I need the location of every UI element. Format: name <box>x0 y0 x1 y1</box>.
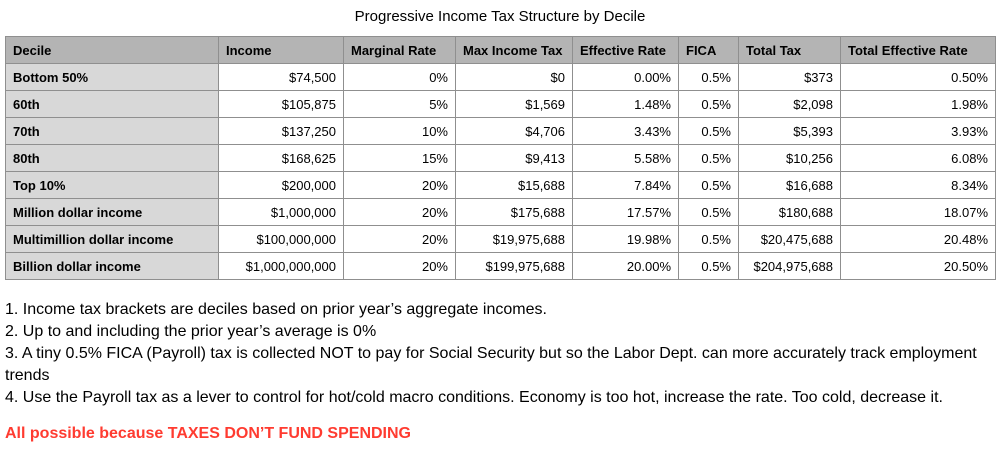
footer-statement: All possible because TAXES DON’T FUND SPENDING <box>5 425 411 442</box>
row-label-cell: 60th <box>6 91 219 118</box>
value-cell: 7.84% <box>573 172 679 199</box>
row-label-cell: Top 10% <box>6 172 219 199</box>
table-row <box>6 253 996 280</box>
value-cell: $20,475,688 <box>739 226 841 253</box>
value-cell: 0.00% <box>573 64 679 91</box>
value-cell: 1.48% <box>573 91 679 118</box>
note-line: 2. Up to and including the prior year’s average is 0% <box>5 323 377 340</box>
header-row <box>6 37 996 64</box>
note-line: 4. Use the Payroll tax as a lever to control for hot/cold macro conditions. Economy is too hot, increase the rate. Too cold, decrease it. <box>5 389 943 406</box>
value-cell: $137,250 <box>219 118 344 145</box>
table-row <box>6 226 996 253</box>
row-label-cell: Million dollar income <box>6 199 219 226</box>
table-row <box>6 199 996 226</box>
value-cell: 0.5% <box>679 91 739 118</box>
value-cell: $10,256 <box>739 145 841 172</box>
value-cell: $74,500 <box>219 64 344 91</box>
column-header: Decile <box>6 37 219 64</box>
value-cell: $2,098 <box>739 91 841 118</box>
column-header: Max Income Tax <box>456 37 573 64</box>
value-cell: 8.34% <box>841 172 996 199</box>
column-header: Income <box>219 37 344 64</box>
value-cell: $0 <box>456 64 573 91</box>
page-title: Progressive Income Tax Structure by Decile <box>354 8 646 25</box>
value-cell: 0.5% <box>679 253 739 280</box>
value-cell: 0.5% <box>679 172 739 199</box>
value-cell: 0.50% <box>841 64 996 91</box>
value-cell: 20% <box>344 199 456 226</box>
value-cell: 0% <box>344 64 456 91</box>
value-cell: 18.07% <box>841 199 996 226</box>
value-cell: $15,688 <box>456 172 573 199</box>
tax-table <box>5 36 996 280</box>
value-cell: 20.48% <box>841 226 996 253</box>
value-cell: 5.58% <box>573 145 679 172</box>
row-label-cell: Bottom 50% <box>6 64 219 91</box>
value-cell: $1,569 <box>456 91 573 118</box>
value-cell: 20% <box>344 226 456 253</box>
value-cell: 19.98% <box>573 226 679 253</box>
value-cell: $16,688 <box>739 172 841 199</box>
table-row <box>6 64 996 91</box>
value-cell: $9,413 <box>456 145 573 172</box>
value-cell: $19,975,688 <box>456 226 573 253</box>
table-body <box>6 64 996 280</box>
column-header: Total Effective Rate <box>841 37 996 64</box>
column-header: Effective Rate <box>573 37 679 64</box>
value-cell: $4,706 <box>456 118 573 145</box>
column-header: FICA <box>679 37 739 64</box>
row-label-cell: 70th <box>6 118 219 145</box>
value-cell: 1.98% <box>841 91 996 118</box>
value-cell: $373 <box>739 64 841 91</box>
value-cell: 20% <box>344 253 456 280</box>
value-cell: 10% <box>344 118 456 145</box>
value-cell: 5% <box>344 91 456 118</box>
value-cell: 20.00% <box>573 253 679 280</box>
row-label-cell: Multimillion dollar income <box>6 226 219 253</box>
value-cell: $1,000,000,000 <box>219 253 344 280</box>
value-cell: 20.50% <box>841 253 996 280</box>
value-cell: $180,688 <box>739 199 841 226</box>
value-cell: $200,000 <box>219 172 344 199</box>
row-label-cell: 80th <box>6 145 219 172</box>
value-cell: 3.43% <box>573 118 679 145</box>
value-cell: 6.08% <box>841 145 996 172</box>
value-cell: $100,000,000 <box>219 226 344 253</box>
row-label-cell: Billion dollar income <box>6 253 219 280</box>
value-cell: $105,875 <box>219 91 344 118</box>
note-line: 3. A tiny 0.5% FICA (Payroll) tax is collected NOT to pay for Social Security but so the Labor Dept. can more accurately track employment trends <box>5 345 977 384</box>
value-cell: $199,975,688 <box>456 253 573 280</box>
table-row <box>6 91 996 118</box>
value-cell: $5,393 <box>739 118 841 145</box>
value-cell: $175,688 <box>456 199 573 226</box>
table-row <box>6 172 996 199</box>
value-cell: 17.57% <box>573 199 679 226</box>
table-row <box>6 145 996 172</box>
value-cell: 0.5% <box>679 199 739 226</box>
value-cell: $204,975,688 <box>739 253 841 280</box>
value-cell: 0.5% <box>679 64 739 91</box>
note-line: 1. Income tax brackets are deciles based on prior year’s aggregate incomes. <box>5 301 547 318</box>
value-cell: 0.5% <box>679 145 739 172</box>
value-cell: $168,625 <box>219 145 344 172</box>
value-cell: 20% <box>344 172 456 199</box>
notes <box>5 299 995 409</box>
value-cell: $1,000,000 <box>219 199 344 226</box>
value-cell: 0.5% <box>679 118 739 145</box>
value-cell: 3.93% <box>841 118 996 145</box>
value-cell: 0.5% <box>679 226 739 253</box>
column-header: Marginal Rate <box>344 37 456 64</box>
table-row <box>6 118 996 145</box>
column-header: Total Tax <box>739 37 841 64</box>
value-cell: 15% <box>344 145 456 172</box>
